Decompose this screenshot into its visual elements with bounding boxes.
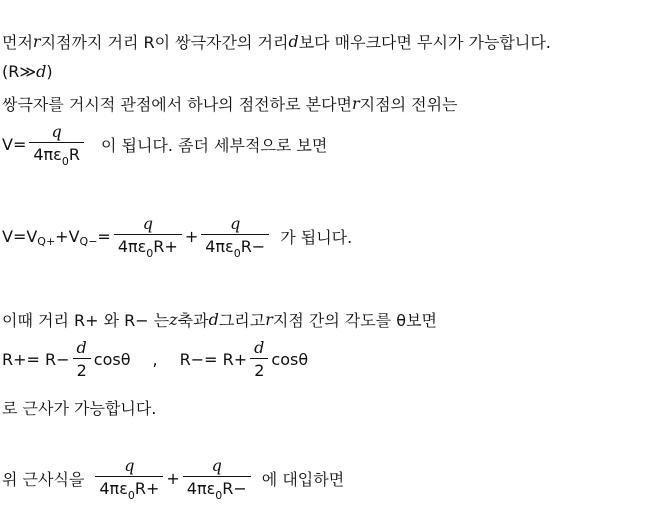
fraction: $\frac{q}{4\pi\varepsilon_0R-}$ xyxy=(201,214,269,259)
text-line-2: (R≫ d ) xyxy=(2,62,53,81)
text-line-3: 쌍극자를 거시적 관점에서 하나의 점전하로 본다면 r 지점의 전위는 xyxy=(2,94,458,114)
equation-approximation: R+= R− $\frac{d}{2}$ cosθ , R−= R+ $\frac{d}{2}$ cosθ xyxy=(2,338,309,380)
fraction: $\frac{q}{4\pi\varepsilon_0R}$ xyxy=(29,122,84,167)
equation-substitution: 위 근사식을 $\frac{q}{4\pi\varepsilon_0R+}$ + $\frac{q}{4\pi\varepsilon_0R-}$ 에 대입하면 xyxy=(2,456,345,502)
equation-dipole-sum: V=V Q+ +V Q− = $\frac{q}{4\pi\varepsilon_0R+}$ + $\frac{q}{4\pi\varepsilon_0R-}$ 가 됩니다. xyxy=(2,214,353,260)
equation-point-charge: V= $\frac{q}{4\pi\varepsilon_0R}$ 이 됩니다. 좀더 세부적으로 보면 xyxy=(2,122,328,168)
fraction: $\frac{d}{2}$ xyxy=(73,338,91,381)
fraction: $\frac{q}{4\pi\varepsilon_0R-}$ xyxy=(183,456,251,501)
text-line-6: 이때 거리 R+ 와 R− 는 z 축과 d 그리고 r 지점 간의 각도를 θ보면 xyxy=(2,310,438,330)
fraction: $\frac{d}{2}$ xyxy=(250,338,268,381)
fraction: $\frac{q}{4\pi\varepsilon_0R+}$ xyxy=(114,214,182,259)
text-line-1: 먼저 r 지점까지 거리 R이 쌍극자간의 거리 d 보다 매우크다면 무시가 가능합니다. xyxy=(2,32,551,52)
fraction: $\frac{q}{4\pi\varepsilon_0R+}$ xyxy=(95,456,163,501)
text-line-8: 로 근사가 가능합니다. xyxy=(2,399,157,418)
